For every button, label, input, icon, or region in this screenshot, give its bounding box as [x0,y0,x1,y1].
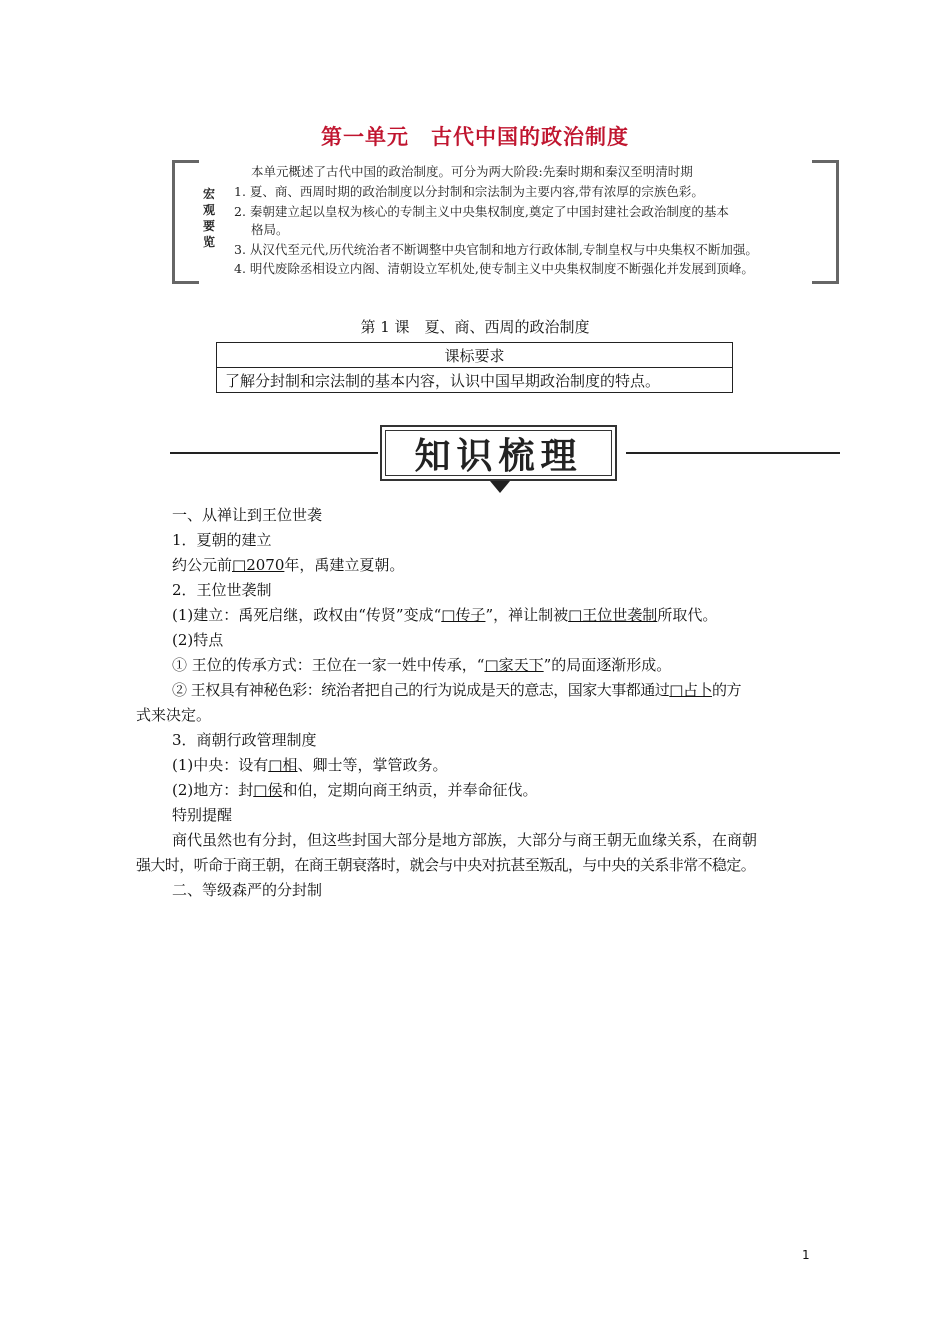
note-paragraph: 强大时，听命于商王朝，在商王朝衰落时，就会与中央对抗甚至叛乱，与中央的关系非常不稳定。 [136,856,756,874]
paragraph [172,778,537,803]
fill-blank: □家天下 [484,656,544,674]
text: (2)地方：封 [172,781,254,799]
paragraph [172,678,741,703]
banner-pointer-icon [490,481,510,493]
side-char: 观 [202,203,215,217]
page-number: 1 [802,1248,810,1262]
overview-bracket-left [172,160,199,284]
text: ”，禅让制被 [485,606,569,624]
paragraph [172,753,447,778]
section-banner-text: 知识梳理 [385,430,612,476]
side-char: 览 [202,235,215,249]
fill-blank: □占卜 [669,681,712,699]
note-title: 特别提醒 [172,806,233,824]
text: ① 王位的传承方式：王位在一家一姓中传承，“ [172,656,485,674]
overview-line: 2. 秦朝建立起以皇权为核心的专制主义中央集权制度,奠定了中国封建社会政治制度的基本 [234,204,729,219]
subsection-heading: 1．夏朝的建立 [172,531,272,549]
requirement-body: 了解分封制和宗法制的基本内容，认识中国早期政治制度的特点。 [217,368,733,393]
note-paragraph: 商代虽然也有分封，但这些封国大部分是地方部族，大部分与商王朝无血缘关系，在商朝 [172,831,758,849]
subsection-heading: 2．王位世袭制 [172,581,272,599]
overview-side-label [200,186,218,250]
text: 年，禹建立夏朝。 [284,556,405,574]
overview-line: 1. 夏、商、西周时期的政治制度以分封制和宗法制为主要内容,带有浓厚的宗族色彩。 [234,184,704,199]
side-char: 要 [202,219,215,233]
section-heading: 二、等级森严的分封制 [172,881,323,899]
text: 和伯，定期向商王纳贡，并奉命征伐。 [282,781,538,799]
overview-bracket-right [812,160,839,284]
fill-blank: □传子 [441,606,486,624]
text: 的方 [711,681,741,699]
unit-title [0,121,950,151]
paragraph [172,603,717,628]
section-banner [380,425,617,481]
text: 、卿士等，掌管政务。 [297,756,448,774]
paragraph: 式来决定。 [136,706,212,724]
unit-name: 古代中国的政治制度 [431,125,629,149]
paragraph: (2)特点 [172,631,224,649]
paragraph [172,553,404,578]
subsection-heading: 3．商朝行政管理制度 [172,731,317,749]
fill-blank: □王位世袭制 [568,606,658,624]
text: ”的局面逐渐形成。 [543,656,672,674]
requirement-header: 课标要求 [217,343,733,368]
paragraph [172,653,671,678]
lesson-title: 第 1 课 夏、商、西周的政治制度 [360,318,590,336]
text: (1)中央：设有 [172,756,269,774]
fill-blank: □2070 [232,556,285,574]
unit-number: 第一单元 [321,125,409,149]
text: (1)建立：禹死启继，政权由“传贤”变成“ [172,606,442,624]
divider-right [626,452,840,454]
text: 约公元前 [172,556,233,574]
fill-blank: □相 [268,756,298,774]
text: 所取代。 [657,606,718,624]
divider-left [170,452,378,454]
side-char: 宏 [202,187,215,201]
text: ② 王权具有神秘色彩：统治者把自己的行为说成是天的意志，国家大事都通过 [172,681,670,699]
overview-line: 本单元概述了古代中国的政治制度。可分为两大阶段:先秦时期和秦汉至明清时期 [251,164,693,179]
fill-blank: □侯 [253,781,283,799]
overview-line: 3. 从汉代至元代,历代统治者不断调整中央官制和地方行政体制,专制皇权与中央集权不断加强。 [234,242,758,257]
requirement-table [216,342,733,393]
section-heading: 一、从禅让到王位世袭 [172,506,323,524]
overview-line: 4. 明代废除丞相设立内阁、清朝设立军机处,使专制主义中央集权制度不断强化并发展到顶峰。 [234,261,754,276]
overview-line: 格局。 [251,222,289,237]
